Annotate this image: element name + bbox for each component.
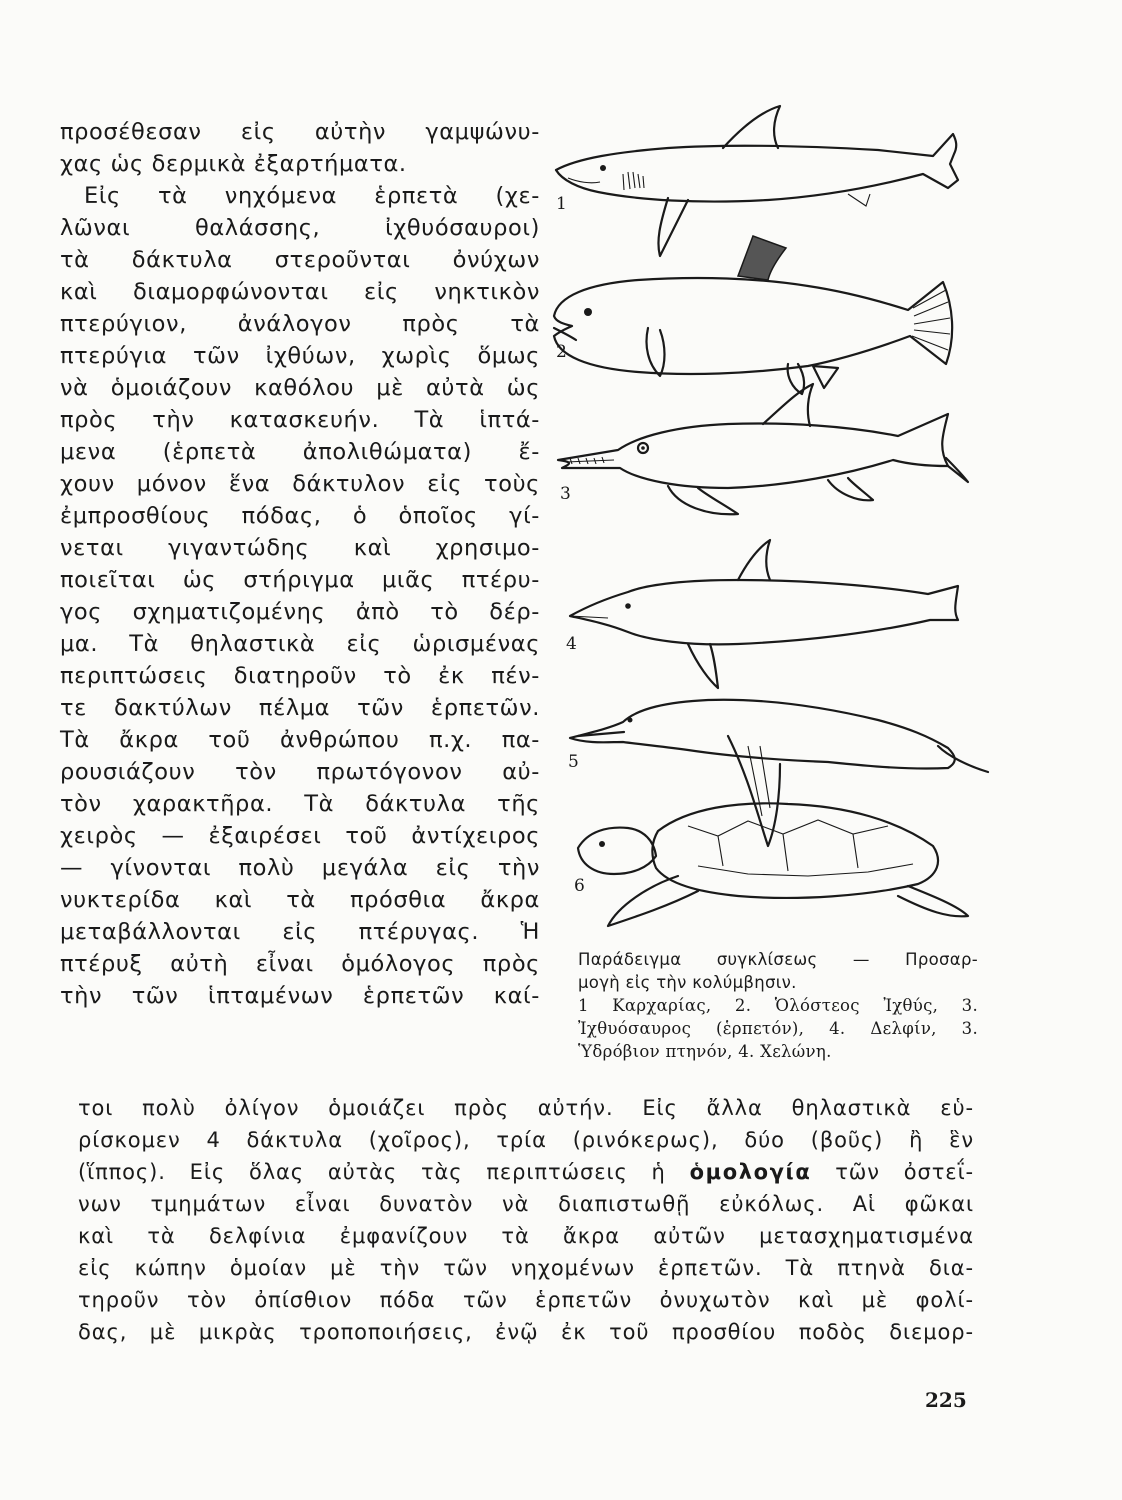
text-line: πτερύγια τῶν ἰχθύων, χωρὶς ὅμως — [60, 343, 540, 369]
text-line: ποιεῖται ὡς στήριγμα μιᾶς πτέρυ- — [60, 567, 540, 593]
text-line: ἐμπροσθίους πόδας, ὁ ὁποῖος γί- — [60, 503, 540, 529]
text-line: πρὸς τὴν κατασκευήν. Τὰ ἱπτά- — [60, 407, 540, 433]
text-line: νυκτερίδα καὶ τὰ πρόσθια ἄκρα — [60, 887, 540, 913]
text-line: χουν μόνον ἕνα δάκτυλον εἰς τοὺς — [60, 471, 540, 497]
aquatic-bird-drawing — [570, 700, 988, 846]
text-segment: τῶν ὀστεΐ- — [835, 1160, 975, 1184]
text-line: καὶ τὰ δελφίνια ἐμφανίζουν τὰ ἄκρα αὐτῶν μετασχηματισμένα — [78, 1224, 974, 1248]
caption-line: Παράδειγμα συγκλίσεως — Προσαρ- — [578, 950, 978, 969]
text-line: νεται γιγαντώδης καὶ χρησιμο- — [60, 535, 540, 561]
turtle-drawing — [578, 803, 968, 926]
ichthyosaur-drawing — [558, 384, 968, 514]
text-line: γος σχηματιζομένης ἀπὸ τὸ δέρ- — [60, 599, 540, 625]
text-line: τοι πολὺ ὀλίγον ὁμοιάζει πρὸς αὐτήν. Εἰς ἄλλα θηλαστικὰ εὑ- — [78, 1096, 974, 1120]
text-line: περιπτώσεις διατηροῦν τὸ ἐκ πέν- — [60, 663, 540, 689]
text-line: τὰ δάκτυλα στεροῦνται ὀνύχων — [60, 247, 540, 273]
caption-line: Ἰχθυόσαυρος (ἑρπετόν), 4. Δελφίν, 3. — [578, 1019, 978, 1038]
convergence-figure — [548, 96, 998, 946]
text-line: τὸν χαρακτῆρα. Τὰ δάκτυλα τῆς — [60, 791, 540, 817]
text-line: χειρὸς — ἐξαιρέσει τοῦ ἀντίχειρος — [60, 823, 540, 849]
figure-number: 6 — [574, 876, 585, 896]
figure-number: 1 — [556, 194, 567, 214]
text-line: μενα (ἑρπετὰ ἀπολιθώματα) ἔ- — [60, 439, 540, 465]
emphasized-term: ὁμολογία — [689, 1160, 812, 1184]
text-line: Τὰ ἄκρα τοῦ ἀνθρώπου π.χ. πα- — [60, 727, 540, 753]
text-line: λῶναι θαλάσσης, ἰχθυόσαυροι) — [60, 215, 540, 241]
text-line: τὴν τῶν ἱπταμένων ἑρπετῶν καί- — [60, 983, 540, 1009]
shark-drawing — [556, 106, 958, 256]
left-column-text — [60, 116, 540, 1012]
dolphin-drawing — [570, 540, 958, 688]
figure-number: 3 — [560, 484, 571, 504]
holostean-fish-drawing — [554, 236, 952, 394]
text-line: νων τμημάτων εἶναι δυνατὸν νὰ διαπιστωθῇ εὐκόλως. Αἱ φῶκαι — [78, 1192, 974, 1216]
text-line: εἰς κώπην ὁμοίαν μὲ τὴν τῶν νηχομένων ἑρπετῶν. Τὰ πτηνὰ δια- — [78, 1256, 974, 1280]
figure-caption — [578, 948, 978, 1063]
text-line: — γίνονται πολὺ μεγάλα εἰς τὴν — [60, 855, 540, 881]
text-line: τε δακτύλων πέλμα τῶν ἑρπετῶν. — [60, 695, 540, 721]
text-line: μεταβάλλονται εἰς πτέρυγας. Ἡ — [60, 919, 540, 945]
animal-illustrations — [548, 96, 998, 946]
full-width-text — [78, 1092, 974, 1348]
page-number: 225 — [925, 1388, 967, 1412]
text-line: Εἰς τὰ νηχόμενα ἑρπετὰ (χε- — [84, 183, 540, 209]
text-line: χας ὡς δερμικὰ ἐξαρτήματα. — [60, 151, 407, 177]
text-line: προσέθεσαν εἰς αὐτὴν γαμψώνυ- — [60, 119, 540, 145]
text-line: ρίσκομεν 4 δάκτυλα (χοῖρος), τρία (ρινόκερως), δύο (βοῦς) ἢ ἓν — [78, 1128, 974, 1152]
text-line: πτερύγιον, ἀνάλογον πρὸς τὰ — [60, 311, 540, 337]
text-segment: (ἵππος). Εἰς ὅλας αὐτὰς τὰς περιπτώσεις ἡ — [78, 1160, 666, 1184]
text-line: τηροῦν τὸν ὀπίσθιον πόδα τῶν ἑρπετῶν ὀνυχωτὸν καὶ μὲ φολί- — [78, 1288, 974, 1312]
text-line: καὶ διαμορφώνονται εἰς νηκτικὸν — [60, 279, 540, 305]
figure-number: 2 — [556, 342, 567, 362]
text-line: νὰ ὁμοιάζουν καθόλου μὲ αὐτὰ ὡς — [60, 375, 540, 401]
text-line: δας, μὲ μικρὰς τροποποιήσεις, ἐνῷ ἐκ τοῦ προσθίου ποδὸς διεμορ- — [78, 1320, 974, 1344]
caption-line: 1 Καρχαρίας, 2. Ὁλόστεος Ἰχθύς, 3. — [578, 996, 978, 1015]
figure-number: 5 — [568, 752, 579, 772]
text-line: ρουσιάζουν τὸν πρωτόγονον αὐ- — [60, 759, 540, 785]
text-line: πτέρυξ αὐτὴ εἶναι ὁμόλογος πρὸς — [60, 951, 540, 977]
text-line-with-emphasis — [78, 1156, 974, 1188]
figure-number: 4 — [566, 634, 577, 654]
text-line: μα. Τὰ θηλαστικὰ εἰς ὡρισμένας — [60, 631, 540, 657]
caption-line: μογὴ εἰς τὴν κολύμβησιν. — [578, 973, 797, 992]
caption-line: Ὑδρόβιον πτηνόν, 4. Χελώνη. — [578, 1042, 832, 1061]
